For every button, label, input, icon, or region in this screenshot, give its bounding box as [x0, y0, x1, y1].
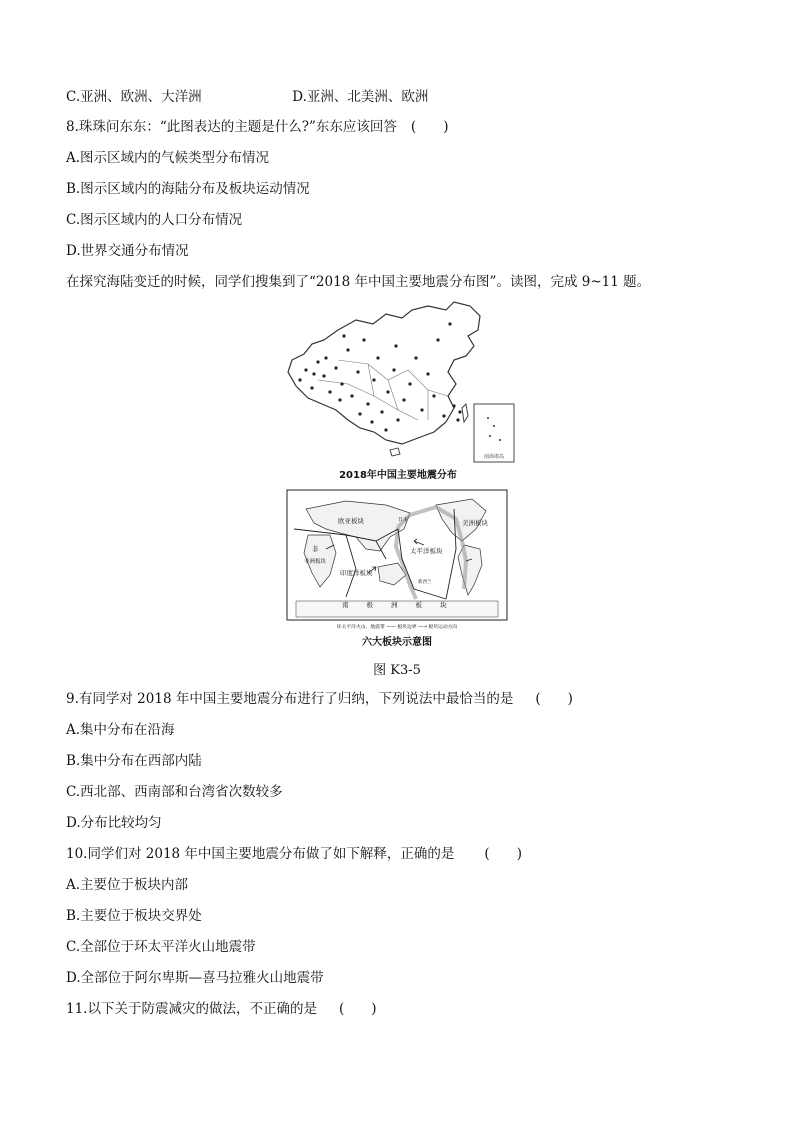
q10-option-c: C.全部位于环太平洋火山地震带	[66, 939, 256, 955]
six-plates-map	[286, 489, 508, 631]
q9-stem	[66, 690, 573, 708]
q9-option-c: C.西北部、西南部和台湾省次数较多	[66, 784, 283, 800]
label-america: 美洲板块	[462, 519, 488, 527]
q10-option-b: B.主要位于板块交界处	[66, 908, 202, 924]
q9-option-a: A.集中分布在沿海	[66, 722, 175, 738]
q8-stem	[66, 118, 448, 136]
hainan-island	[390, 448, 400, 456]
inset-label: 南海诸岛	[483, 454, 505, 460]
q11-stem-text: 11.以下关于防震减灾的做法，不正确的是	[66, 1001, 317, 1017]
label-newzealand: 新西兰	[418, 580, 432, 585]
label-pacific: 太平洋板块	[410, 547, 443, 555]
label-eurasia: 欧亚板块	[338, 517, 364, 525]
label-africa-1: 非	[312, 545, 319, 553]
label-africa: 非洲板块	[304, 559, 327, 565]
q10-option-d: D.全部位于阿尔卑斯—喜马拉雅火山地震带	[66, 970, 324, 986]
q8-option-b: B.图示区域内的海陆分布及板块运动情况	[66, 181, 310, 197]
q7-options-cd	[66, 88, 428, 106]
label-japan: 日本	[398, 517, 409, 523]
q11-answer-paren: ( )	[338, 1001, 377, 1017]
q9-option-d: D.分布比较均匀	[66, 815, 162, 831]
q8-option-a: A.图示区域内的气候类型分布情况	[66, 150, 270, 166]
label-antarctic: 南极洲板块	[342, 601, 465, 609]
q10-option-a: A.主要位于板块内部	[66, 877, 189, 893]
earthquake-dots	[298, 322, 461, 431]
map-legend: 环太平洋火山、地震带 —— 板块边界 —→ 板块运动方向	[336, 625, 458, 630]
section-intro: 在探究海陆变迁的时候，同学们搜集到了“2018 年中国主要地震分布图”。读图，完成 9~11 题。	[66, 274, 651, 290]
q8-stem-text: 8.珠珠问东东：“此图表达的主题是什么?”东东应该回答	[66, 119, 397, 135]
q10-stem	[66, 845, 522, 863]
q11-stem	[66, 1000, 377, 1018]
figure1-caption: 2018年中国主要地震分布	[339, 470, 457, 481]
q9-answer-paren: ( )	[535, 691, 573, 707]
taiwan-island	[462, 404, 468, 422]
china-earthquake-map	[278, 300, 518, 466]
q9-stem-text: 9.有同学对 2018 年中国主要地震分布进行了归纳，下列说法中最恰当的是	[66, 691, 514, 707]
q7-option-d: D.亚洲、北美洲、欧洲	[292, 89, 429, 105]
q7-option-c: C.亚洲、欧洲、大洋洲	[66, 89, 202, 105]
q10-answer-paren: ( )	[484, 846, 522, 862]
label-indian: 印度洋板块	[340, 569, 373, 577]
figure2-caption: 六大板块示意图	[362, 637, 432, 648]
figure-label: 图 K3-5	[373, 663, 421, 678]
q8-option-c: C.图示区域内的人口分布情况	[66, 212, 243, 228]
q9-option-b: B.集中分布在西部内陆	[66, 753, 202, 769]
q8-option-d: D.世界交通分布情况	[66, 243, 189, 259]
q10-stem-text: 10.同学们对 2018 年中国主要地震分布做了如下解释，正确的是	[66, 846, 455, 862]
q8-answer-paren: ( )	[410, 119, 449, 135]
